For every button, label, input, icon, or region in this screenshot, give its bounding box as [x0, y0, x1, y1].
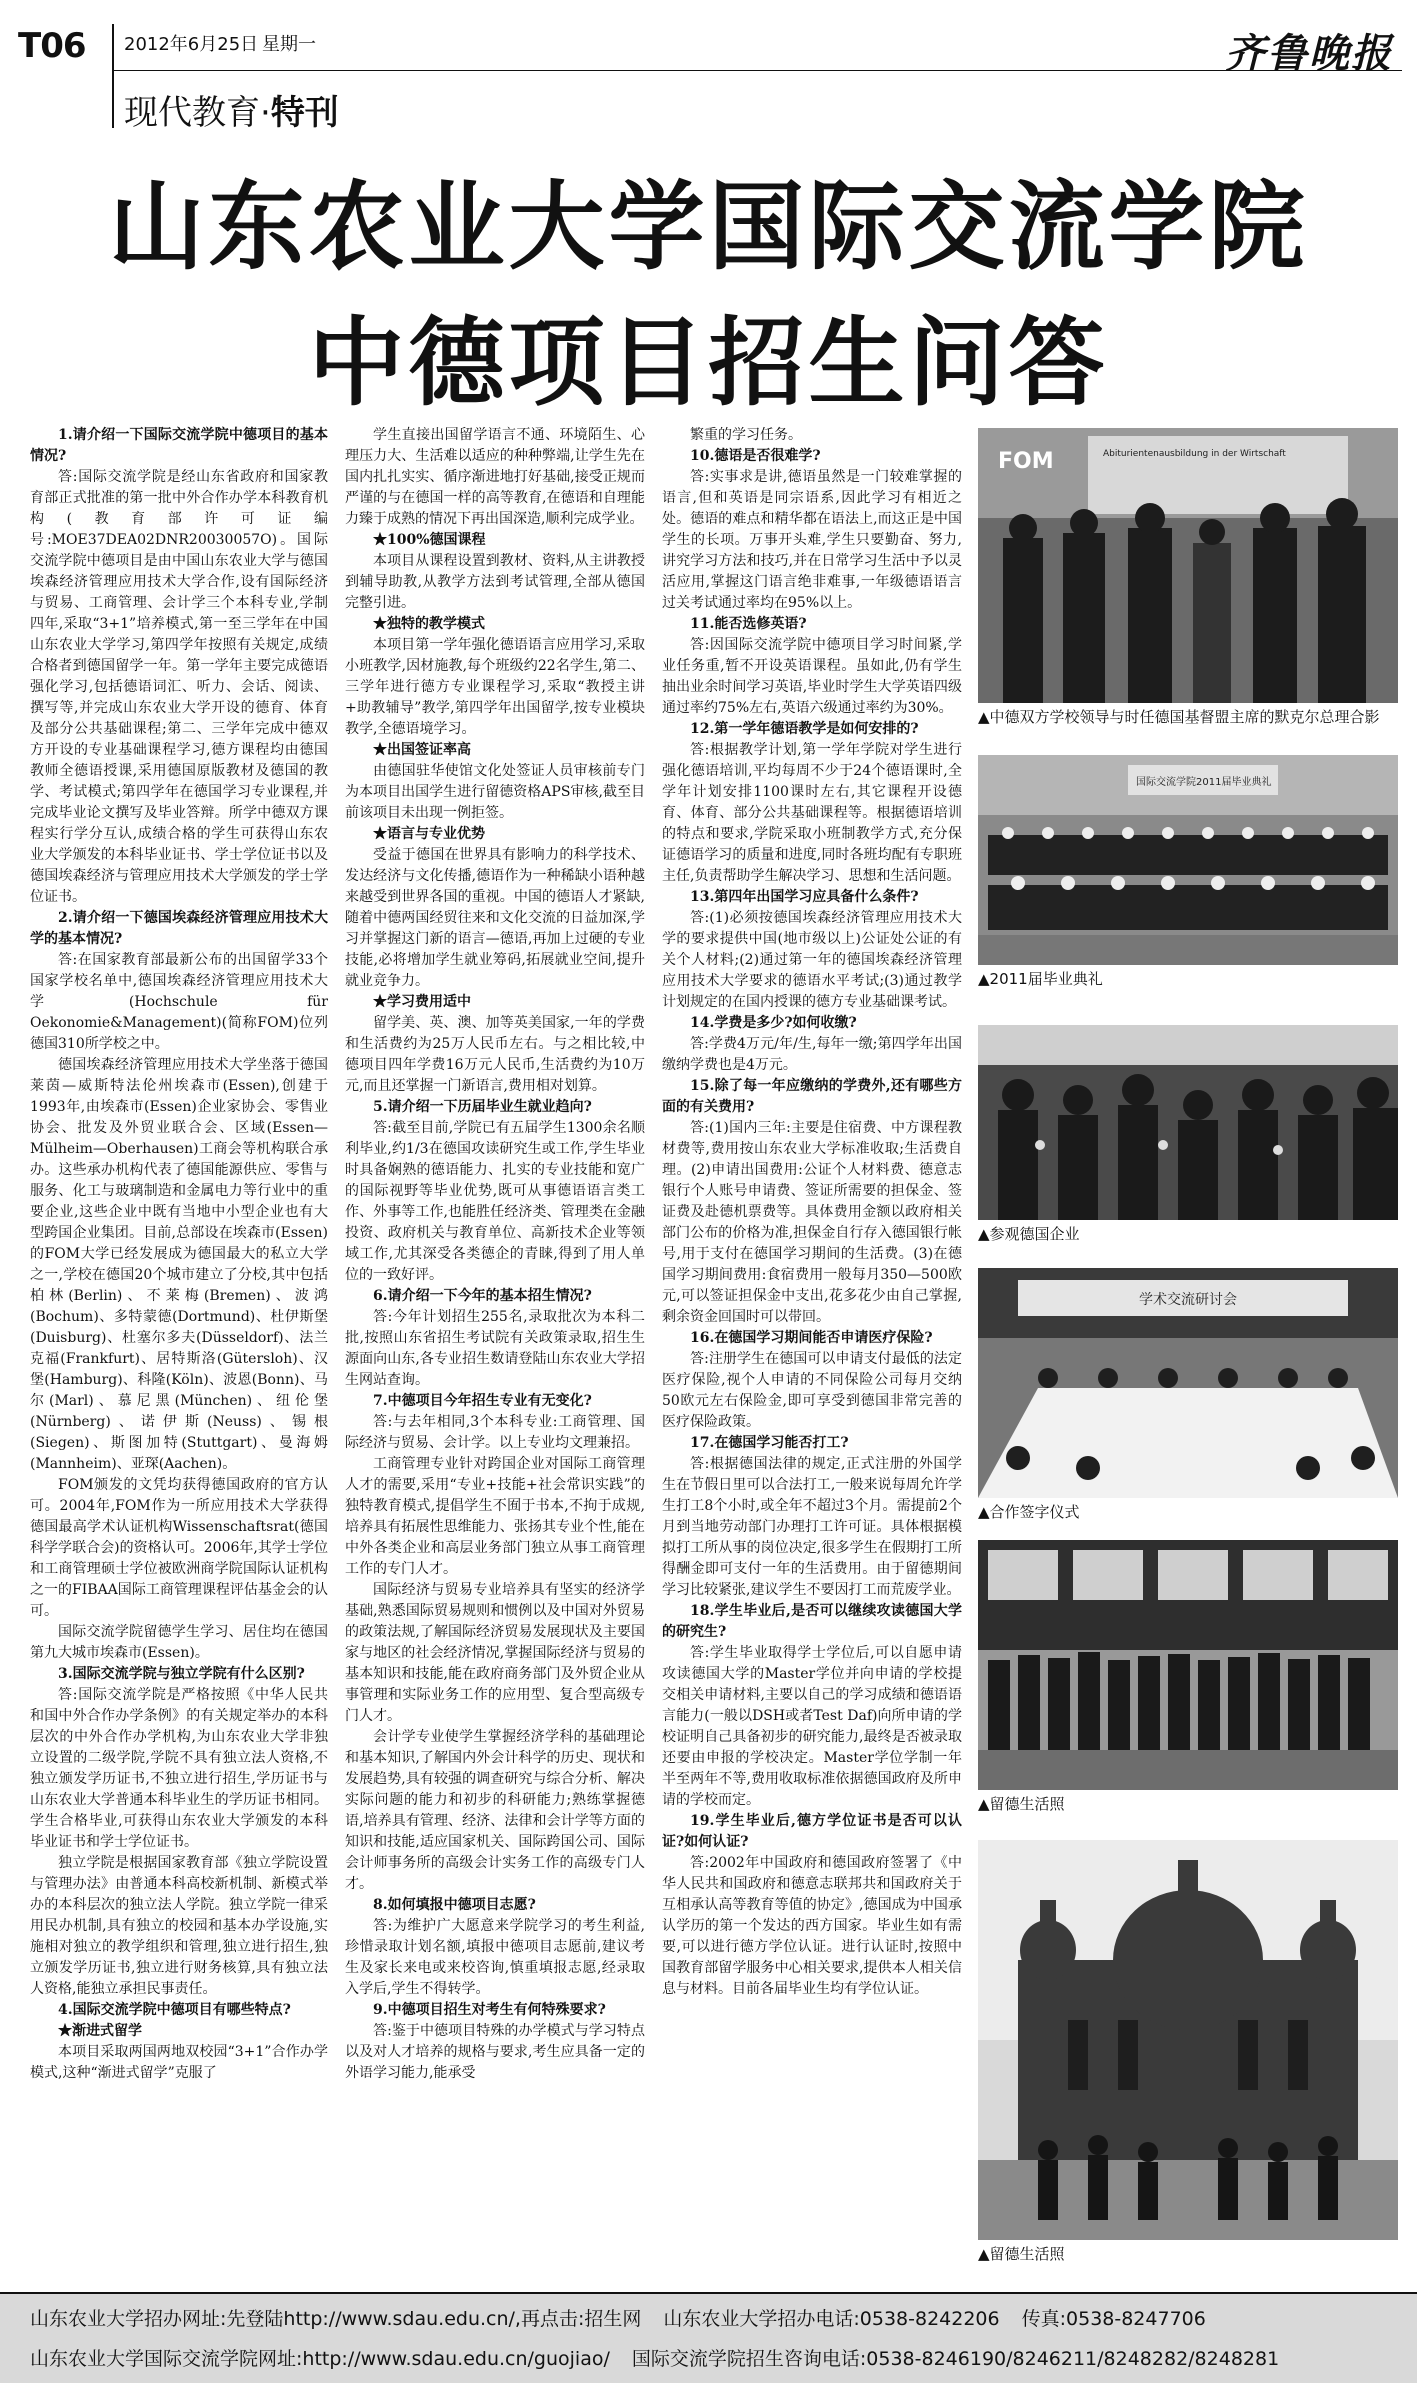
- article-column-3: [662, 425, 962, 2290]
- feature-subheading: ★渐进式留学: [58, 2023, 142, 2039]
- question-heading: 10.德语是否很难学?: [690, 448, 821, 464]
- feature-subheading: ★语言与专业优势: [373, 826, 485, 842]
- headline-line-2: 中德项目招生问答: [308, 307, 1109, 419]
- answer-paragraph: 答:国际交流学院是严格按照《中华人民共和国中外合作办学条例》的有关规定举办的本科层次的中外合作办学机构,为山东农业大学非独立设置的二级学院,学院不具有独立法人资格,不独立颁发学历证书,不独立进行招生,学历证书与山东农业大学普通本科毕业生的学历证书相同。学生合格毕业,可获得山东农业大学颁发的本科毕业证书和学士学位证书。: [30, 1687, 328, 1850]
- question-heading: 13.第四年出国学习应具备什么条件?: [690, 889, 919, 905]
- newspaper-logo: 齐鲁晚报: [1225, 30, 1393, 77]
- photo-block-6: [978, 1840, 1398, 2264]
- answer-paragraph: 答:根据德国法律的规定,正式注册的外国学生在节假日里可以合法打工,一般来说每周允许学生打工8个小时,或全年不超过3个月。需提前2个月到当地劳动部门办理打工许可证。具体根据模拟打工所从事的岗位决定,很多学生在假期打工所得酬金即可支付一年的生活费用。由于留德期间学习比较紧张,建议学生不要因打工而荒废学业。: [662, 1456, 962, 1598]
- photo-company-visit-image: [978, 1025, 1398, 1220]
- answer-paragraph: 答:截至目前,学院已有五届学生1300余名顺利毕业,约1/3在德国攻读研究生或工作,学生毕业时具备娴熟的德语能力、扎实的专业技能和宽广的国际视野等毕业优势,既可从事德语语言类工作、外事等工作,也能胜任经济类、管理类在金融投资、政府机关与教育单位、高新技术企业等领域工作,尤其深受各类德企的青睐,得到了用人单位的一致好评。: [345, 1120, 645, 1283]
- issue-date: 2012年6月25日: [124, 34, 259, 55]
- question-heading: 3.国际交流学院与独立学院有什么区别?: [58, 1666, 305, 1682]
- photo-caption-1: ▲中德双方学校领导与时任德国基督盟主席的默克尔总理合影: [978, 708, 1380, 726]
- answer-paragraph: 答:为维护广大愿意来学院学习的考生利益,珍惜录取计划名额,填报中德项目志愿前,建议考生及家长来电或来校咨询,慎重填报志愿,经录取入学后,学生不得转学。: [345, 1918, 645, 1997]
- body-paragraph: 受益于德国在世界具有影响力的科学技术、发达经济与文化传播,德语作为一种稀缺小语种越来越受到世界各国的重视。中国的德语人才紧缺,随着中德两国经贸往来和文化交流的日益加深,学习并掌握这门新的语言—德语,再加上过硬的专业技能,必将增加学生就业筹码,拓展就业空间,提升就业竞争力。: [345, 847, 645, 989]
- header-divider: [112, 24, 114, 128]
- contact-footer: [0, 2292, 1417, 2383]
- question-heading: 16.在德国学习期间能否申请医疗保险?: [690, 1330, 933, 1346]
- body-paragraph: 工商管理专业针对跨国企业对国际工商管理人才的需要,采用“专业+技能+社会常识实践”的独特教育模式,提倡学生不囿于书本,不拘于成规,培养具有拓展性思维能力、张扬其专业个性,能在中外各类企业和高层业务部门独立从事工商管理工作的专门人才。: [345, 1456, 645, 1577]
- footer-admissions-phone: 山东农业大学招办电话:0538-8242206: [663, 2308, 1000, 2330]
- answer-paragraph: 答:鉴于中德项目特殊的办学模式与学习特点以及对人才培养的规格与要求,考生应具备一定的外语学习能力,能承受: [345, 2023, 645, 2081]
- feature-subheading: ★100%德国课程: [373, 532, 486, 548]
- question-heading: 18.学生毕业后,是否可以继续攻读德国大学的研究生?: [662, 1603, 962, 1640]
- question-heading: 12.第一学年德语教学是如何安排的?: [690, 721, 919, 737]
- photo-caption-5: ▲留德生活照: [978, 1795, 1065, 1813]
- question-heading: 6.请介绍一下今年的基本招生情况?: [373, 1288, 592, 1304]
- footer-college-url[interactable]: 山东农业大学国际交流学院网址:http://www.sdau.edu.cn/guojiao/: [30, 2348, 610, 2370]
- photo-life-germany-1: [978, 1540, 1398, 1790]
- answer-paragraph: 答:学费4万元/年/生,每年一缴;第四学年出国缴纳学费也是4万元。: [662, 1036, 962, 1073]
- feature-subheading: ★出国签证率高: [373, 742, 471, 758]
- answer-paragraph: 答:2002年中国政府和德国政府签署了《中华人民共和国政府和德意志联邦共和国政府关于互相承认高等教育等值的协定》,德国成为中国承认学历的第一个发达的西方国家。毕业生如有需要,可以进行德方学位认证。进行认证时,按照中国教育部留学服务中心相关要求,提供本人相关信息与材料。目前各届毕业生均有学位认证。: [662, 1855, 962, 1997]
- section-title-bold: 特刊: [270, 93, 339, 133]
- question-heading: 2.请介绍一下德国埃森经济管理应用技术大学的基本情况?: [30, 910, 328, 947]
- footer-row-1: [30, 2304, 1228, 2331]
- body-paragraph: 由德国驻华使馆文化处签证人员审核前专门为本项目出国学生进行留德资格APS审核,截至目前该项目未出现一例拒签。: [345, 763, 645, 821]
- body-paragraph: 独立学院是根据国家教育部《独立学院设置与管理办法》由普通本科高校新机制、新模式举办的本科层次的独立法人学院。独立学院一律采用民办机制,具有独立的校园和基本办学设施,实施相对独立的教学组织和管理,独立进行招生,独立颁发学历证书,独立进行财务核算,具有独立法人资格,能独立承担民事责任。: [30, 1855, 328, 1997]
- header-rule: [112, 70, 1402, 71]
- footer-admissions-url[interactable]: 山东农业大学招办网址:先登陆http://www.sdau.edu.cn/,再点击:招生网: [30, 2308, 642, 2330]
- photo-graduation: [978, 755, 1398, 965]
- body-paragraph: 留学美、英、澳、加等英美国家,一年的学费和生活费约为25万人民币左右。与之相比较,中德项目四年学费16万元人民币,生活费约为10万元,而且还掌握一门新语言,费用相对划算。: [345, 1015, 645, 1094]
- answer-paragraph: 答:学生毕业取得学士学位后,可以自愿申请攻读德国大学的Master学位并向申请的学校提交相关申请材料,主要以自己的学习成绩和德语语言能力(一般以DSH或者Test Daf)向所申请的学校证明自己具备初步的研究能力,最终是否被录取还要由申报的学校决定。Master学位学制一年半至两年不等,费用收取标准依据德国政府及所申请的学校而定。: [662, 1645, 962, 1808]
- photo-leaders: [978, 428, 1398, 703]
- body-paragraph: 繁重的学习任务。: [690, 427, 802, 443]
- body-paragraph: 本项目采取两国两地双校园“3+1”合作办学模式,这种“渐进式留学”克服了: [30, 2044, 328, 2081]
- body-paragraph: 会计学专业使学生掌握经济学科的基础理论和基本知识,了解国内外会计科学的历史、现状和发展趋势,具有较强的调查研究与综合分析、解决实际问题的能力和初步的科研能力;熟练掌握德语,培养具有管理、经济、法律和会计学等方面的知识和技能,适应国家机关、国际跨国公司、国际会计师事务所的高级会计实务工作的高级专门人才。: [345, 1729, 645, 1892]
- feature-subheading: ★独特的教学模式: [373, 616, 485, 632]
- answer-paragraph: 答:根据教学计划,第一学年学院对学生进行强化德语培训,平均每周不少于24个德语课时,全学年计划安排1100课时左右,其它课程开设德育、体育、部分公共基础课程等。根据德语培训的特点和要求,学院采取小班制教学方式,充分保证德语学习的质量和进度,同时各班均配有专职班主任,负责帮助学生解决学习、思想和生活问题。: [662, 742, 962, 884]
- question-heading: 15.除了每一年应缴纳的学费外,还有哪些方面的有关费用?: [662, 1078, 962, 1115]
- photo-sign-text: FOM: [998, 449, 1054, 474]
- body-paragraph: 国际交流学院留德学生学习、居住均在德国第九大城市埃森市(Essen)。: [30, 1624, 328, 1661]
- photo-signing: [978, 1268, 1398, 1498]
- page-header: [0, 0, 1417, 150]
- photo-life-germany-2: [978, 1840, 1398, 2240]
- body-paragraph: 学生直接出国留学语言不通、环境陌生、心理压力大、生活难以适应的种种弊端,让学生先在国内扎扎实实、循序渐进地打好基础,接受正规而严谨的与在德国一样的高等教育,在德语和自理能力臻于成熟的情况下再出国深造,顺利完成学业。: [345, 427, 645, 527]
- answer-paragraph: 答:实事求是讲,德语虽然是一门较难掌握的语言,但和英语是同宗语系,因此学习有相近之处。德语的难点和精华都在语法上,而这正是中国学生的长项。万事开头难,学生只要勤奋、努力,讲究学习方法和技巧,并在日常学习生活中予以灵活应用,掌握这门语言绝非难事,一年级德语语言过关考试通过率均在95%以上。: [662, 469, 962, 611]
- question-heading: 19.学生毕业后,德方学位证书是否可以认证?如何认证?: [662, 1813, 962, 1850]
- body-paragraph: 德国埃森经济管理应用技术大学坐落于德国莱茵—威斯特法伦州埃森市(Essen),创建于1993年,由埃森市(Essen)企业家协会、零售业协会、批发及外贸业联合会、区域(Essen— Mülheim—Oberhausen)工商会等机构联合承办。这些承办机构代表了德国能源供应、零售与服务、化工与玻璃制造和金属电力等行业中的重要企业,这些企业中既有当地中小型企业也有大型跨国企业集团。目前,总部设在埃森市(Essen)的FOM大学已经发展成为德国最大的私立大学之一,学校在德国20个城市建立了分校,其中包括柏林(Berlin)、不莱梅(Bremen)、波鸿(Bochum)、多特蒙德(Dortmund)、杜伊斯堡(Duisburg)、杜塞尔多夫(Düsseldorf)、法兰克福(Frankfurt)、居特斯洛(Gütersloh)、汉堡(Hamburg)、科隆(Köln)、波恩(Bonn)、马尔(Marl)、慕尼黑(München)、纽伦堡(Nürnberg)、诺伊斯(Neuss)、锡根(Siegen)、斯图加特(Stuttgart)、曼海姆(Mannheim)、亚琛(Aachen)。: [30, 1057, 328, 1472]
- answer-paragraph: 答:与去年相同,3个本科专业:工商管理、国际经济与贸易、会计学。以上专业均文理兼招。: [345, 1414, 645, 1451]
- body-paragraph: 本项目从课程设置到教材、资料,从主讲教授到辅导助教,从教学方法到考试管理,全部从德国完整引进。: [345, 553, 645, 611]
- question-heading: 7.中德项目今年招生专业有无变化?: [373, 1393, 592, 1409]
- question-heading: 1.请介绍一下国际交流学院中德项目的基本情况?: [30, 427, 328, 464]
- page-number: T06: [18, 26, 86, 66]
- answer-paragraph: 答:(1)必须按德国埃森经济管理应用技术大学的要求提供中国(地市级以上)公证处公证的有关个人材料;(2)通过第一年的德国埃森经济管理应用技术大学要求的德语水平考试;(3)通过教学计划规定的在国内授课的德方专业基础课考试。: [662, 910, 962, 1010]
- article-column-1: [30, 425, 328, 2290]
- issue-weekday: 星期一: [262, 34, 316, 55]
- article-column-2: [345, 425, 645, 2290]
- body-paragraph: 本项目第一学年强化德语语言应用学习,采取小班教学,因材施教,每个班级约22名学生,第二、三学年进行德方专业课程学习,采取“教授主讲+助教辅导”教学,第四学年出国留学,按专业模块教学,全德语境学习。: [345, 637, 645, 737]
- photo-banner-text: Abiturientenausbildung in der Wirtschaft: [1103, 449, 1286, 459]
- footer-college-phone: 国际交流学院招生咨询电话:0538-8246190/8246211/8248282/8248281: [631, 2348, 1280, 2370]
- photo-life-germany-1-image: [978, 1540, 1398, 1790]
- photo-caption-4: ▲合作签字仪式: [978, 1503, 1080, 1521]
- feature-subheading: ★学习费用适中: [373, 994, 471, 1010]
- photo-caption-3: ▲参观德国企业: [978, 1225, 1080, 1243]
- question-heading: 17.在德国学习能否打工?: [690, 1435, 849, 1451]
- answer-paragraph: 答:在国家教育部最新公布的出国留学33个国家学校名单中,德国埃森经济管理应用技术大学(Hochschule für Oekonomie&Management)(简称FOM)位列德国310所学校之中。: [30, 952, 328, 1052]
- answer-paragraph: 答:今年计划招生255名,录取批次为本科二批,按照山东省招生考试院有关政策录取,招生生源面向山东,各专业招生数请登陆山东农业大学招生网站查询。: [345, 1309, 645, 1388]
- photo-block-3: [978, 1025, 1398, 1244]
- body-paragraph: FOM颁发的文凭均获得德国政府的官方认可。2004年,FOM作为一所应用技术大学获得德国最高学术认证机构Wissenschaftsrat(德国科学学联合会)的资格认可。2006年,其学士学位和工商管理硕士学位被欧洲商学院国际认证机构之一的FIBAA国际工商管理课程评估基金会的认可。: [30, 1477, 328, 1619]
- body-paragraph: 国际经济与贸易专业培养具有坚实的经济学基础,熟悉国际贸易规则和惯例以及中国对外贸易的政策法规,了解国际经济贸易发展现状及主要国家与地区的社会经济情况,掌握国际经济与贸易的基本知识和技能,能在政府商务部门及外贸企业从事管理和实际业务工作的应用型、复合型高级专门人才。: [345, 1582, 645, 1724]
- photo-block-4: [978, 1268, 1398, 1522]
- headline-line-1: 山东农业大学国际交流学院: [108, 171, 1309, 283]
- question-heading: 14.学费是多少?如何收缴?: [690, 1015, 857, 1031]
- photo-signing-image: [978, 1268, 1398, 1498]
- photo-caption-2: ▲2011届毕业典礼: [978, 970, 1103, 988]
- question-heading: 5.请介绍一下历届毕业生就业趋向?: [373, 1099, 592, 1115]
- question-heading: 9.中德项目招生对考生有何特殊要求?: [373, 2002, 606, 2018]
- photo-company-visit: [978, 1025, 1398, 1220]
- photo-block-5: [978, 1540, 1398, 1814]
- question-heading: 4.国际交流学院中德项目有哪些特点?: [58, 2002, 291, 2018]
- answer-paragraph: 答:因国际交流学院中德项目学习时间紧,学业任务重,暂不开设英语课程。虽如此,仍有学生抽出业余时间学习英语,毕业时学生大学英语四级通过率约75%左右,英语六级通过率约为30%。: [662, 637, 962, 716]
- photo-graduation-image: [978, 755, 1398, 965]
- section-title-main: 现代教育·: [124, 93, 271, 133]
- footer-fax: 传真:0538-8247706: [1021, 2308, 1206, 2330]
- section-title: [124, 85, 339, 134]
- photo-caption-6: ▲留德生活照: [978, 2245, 1065, 2263]
- question-heading: 8.如何填报中德项目志愿?: [373, 1897, 536, 1913]
- answer-paragraph: 答:(1)国内三年:主要是住宿费、中方课程教材费等,费用按山东农业大学标准收取;生活费自理。(2)申请出国费用:公证个人材料费、德意志银行个人账号申请费、签证所需要的担保金、签证费及赴德机票费等。具体费用金额以政府相关部门公布的价格为准,担保金自行存入德国银行帐号,用于支付在德国学习期间的生活费。(3)在德国学习期间费用:食宿费用一般每月350—500欧元,可以签证担保金中支出,花多花少由自己掌握,剩余资金回国时可以带回。: [662, 1120, 962, 1325]
- photo-leaders-image: [978, 428, 1398, 703]
- photo-life-germany-2-image: [978, 1840, 1398, 2240]
- photo-block-1: [978, 428, 1398, 727]
- question-heading: 11.能否选修英语?: [690, 616, 807, 632]
- photo-block-2: [978, 755, 1398, 989]
- answer-paragraph: 答:国际交流学院是经山东省政府和国家教育部正式批准的第一批中外合作办学本科教育机构(教育部许可证编号:MOE37DEA02DNR20030057O)。国际交流学院中德项目是由中国山东农业大学与德国埃森经济管理应用技术大学合作,设有国际经济与贸易、工商管理、会计学三个本科专业,学制四年,采取“3+1”培养模式,第一至三学年在中国山东农业大学学习,第四学年按照有关规定,成绩合格者到德国留学一年。第一学年主要完成德语强化学习,包括德语词汇、听力、会话、阅读、撰写等,并完成山东农业大学开设的德育、体育及部分公共基础课程;第二、三学年完成中德双方开设的专业基础课程学习,德方课程均由德国教师全德语授课,采用德国原版教材及德国的教学、考试模式;第四学年在德国学习专业课程,并完成毕业论文撰写及毕业答辩。所学中德双方课程实行学分互认,成绩合格的学生可获得山东农业大学颁发的本科毕业证书、学士学位证书以及德国埃森经济与管理应用技术大学颁发的学士学位证书。: [30, 469, 328, 905]
- answer-paragraph: 答:注册学生在德国可以申请支付最低的法定医疗保险,视个人申请的不同保险公司每月交纳50欧元左右保险金,即可享受到德国非常完善的医疗保险政策。: [662, 1351, 962, 1430]
- photo-banner-text: 学术交流研讨会: [1139, 1292, 1237, 1308]
- photo-banner-text: 国际交流学院2011届毕业典礼: [1136, 777, 1272, 788]
- footer-row-2: [30, 2344, 1301, 2371]
